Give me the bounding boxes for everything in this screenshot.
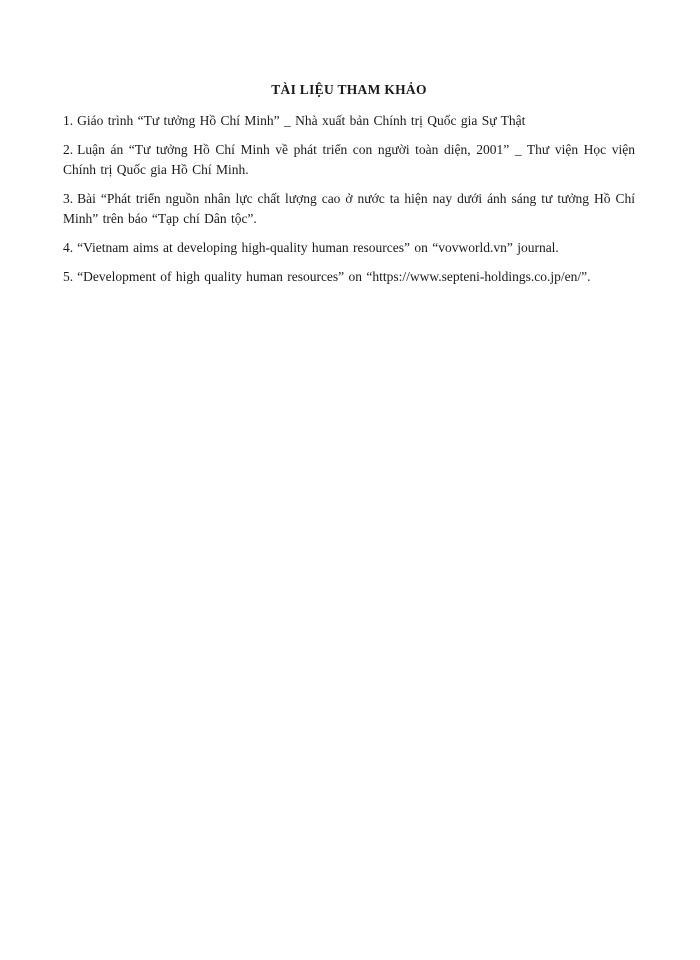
document-content xyxy=(63,80,635,296)
reference-text: Luận án “Tư tưởng Hồ Chí Minh về phát triển con người toàn diện, 2001” _ Thư viện Học viện Chính trị Quốc gia Hồ Chí Minh. xyxy=(63,142,635,177)
reference-number: 3. xyxy=(63,191,74,206)
reference-text: Giáo trình “Tư tưởng Hồ Chí Minh” _ Nhà xuất bản Chính trị Quốc gia Sự Thật xyxy=(77,113,526,128)
page-title: TÀI LIỆU THAM KHẢO xyxy=(271,82,427,97)
reference-number: 5. xyxy=(63,269,74,284)
reference-text: Bài “Phát triển nguồn nhân lực chất lượng cao ở nước ta hiện nay dưới ánh sáng tư tưởng Hồ Chí Minh” trên báo “Tạp chí Dân tộc”. xyxy=(63,191,635,226)
reference-number: 1. xyxy=(63,113,74,128)
reference-number: 2. xyxy=(63,142,74,157)
reference-item xyxy=(63,140,635,180)
reference-text: “Vietnam aims at developing high-quality human resources” on “vovworld.vn” journal. xyxy=(77,240,559,255)
reference-item xyxy=(63,238,635,258)
reference-item xyxy=(63,111,635,131)
reference-number: 4. xyxy=(63,240,74,255)
reference-item xyxy=(63,267,635,287)
reference-item xyxy=(63,189,635,229)
reference-text: “Development of high quality human resources” on “https://www.septeni-holdings.co.jp/en/”. xyxy=(77,269,591,284)
